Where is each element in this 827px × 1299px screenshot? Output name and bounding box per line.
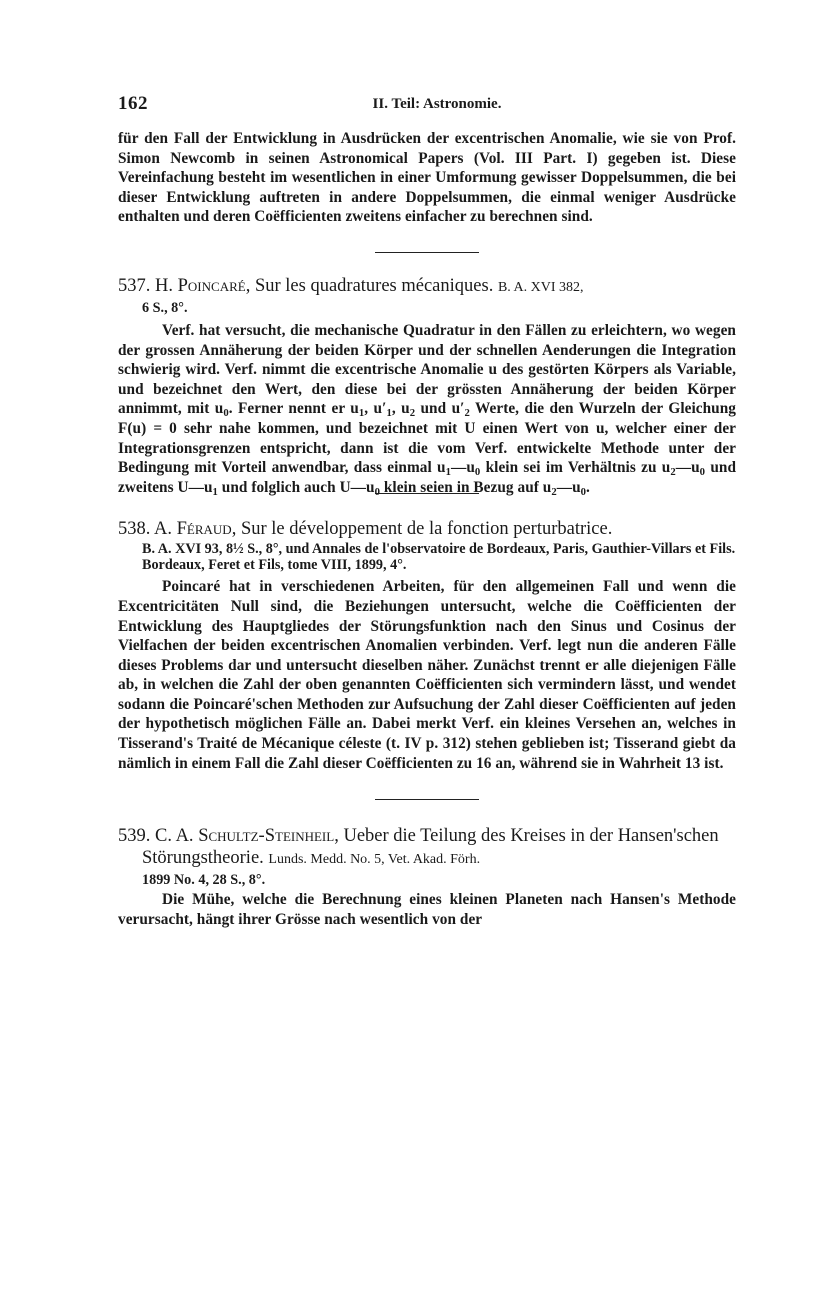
author-initial: A. [153, 519, 172, 540]
entry-number: 539. [118, 826, 151, 847]
entry-title: Sur les quadratures mécaniques. [254, 275, 494, 296]
citation: B. A. XVI 93, 8½ S., 8°, und Annales de l'observatoire de Bordeaux, Paris, Gauthier-Villars et Fils. Bordeaux, Feret et Fils, tome VIII, 1899, 4°. [142, 541, 736, 574]
running-title: II. Teil: Astronomie. [372, 96, 502, 112]
citation-continued: 1899 No. 4, 28 S., 8°. [142, 872, 266, 889]
author-initial: C. A. [155, 826, 194, 847]
entry-title: Sur le développement de la fonction perturbatrice. [240, 519, 613, 540]
author-name: Schultz-Steinheil [198, 826, 335, 847]
entry-538-heading: 538. A. Féraud, Sur le développement de la fonction perturbatrice. [118, 519, 613, 540]
section-divider [375, 799, 479, 800]
document-page [118, 93, 736, 929]
entry-number: 538. [118, 519, 151, 540]
citation: Lunds. Medd. No. 5, Vet. Akad. Förh. [268, 852, 481, 868]
entry-number: 537. [118, 275, 151, 296]
entry-539-abstract: Die Mühe, welche die Berechnung eines kleinen Planeten nach Hansen's Methode verursacht, hängt ihrer Grösse nach wesentlich von der [118, 891, 736, 928]
entry-537-abstract: Verf. hat versucht, die mechanische Quadratur in den Fällen zu erleichtern, wo wegen der grossen Annäherung der beiden Körper und der schnellen Aenderungen die Integration schwierig wird. Verf. nimmt die excentrische Anomalie u des gestörten Körpers als Variable, und bezeichnet den Wert, den diese bei der grössten Annäherung der beiden Körper annimmt, mit $u_0$. Ferner nennt er $u_1$, $u'_1$, $u_2$ und $u'_2$ Werte, die den Wurzeln der Gleichung F(u) = 0 sehr nahe kommen, und bezeichnet mit U einen Wert von u, welcher einer der Integrationsgrenzen entspricht, dann ist die vom Verf. entwickelte Methode unter der Bedingung mit Vorteil anwendbar, dass einmal $u_1—u_0$ klein sei im Verhältnis zu $u_2—u_0$ und zweitens $U—u_1$ und folglich auch $U—u_0$ klein seien in Bezug auf $u_2—u_0$. [118, 321, 737, 498]
citation: B. A. XVI 382, [497, 279, 584, 295]
citation-continued: 6 S., 8°. [142, 299, 188, 316]
entry-538-abstract: Poincaré hat in verschiedenen Arbeiten, für den allgemeinen Fall und wenn die Excentricitäten Null sind, die Beziehungen untersucht, welche die Coëfficienten der Entwicklung des Hauptgliedes der Störungsfunktion nach den Sinus und Cosinus der Vielfachen der beiden excentrischen Anomalien verbinden. Verf. legt nun die anderen Fälle dieses Problems dar und untersucht dieselben näher. Zunächst trennt er alle diejenigen Fälle ab, in welchen die Zahl der oben genannten Coëfficienten sich vermindern lässt, und wendet sodann die Poincaré'schen Methoden zur Aufsuchung der Zahl dieser Coëfficienten auf jeden der hypothetisch möglichen Fälle an. Dabei merkt Verf. ein kleines Versehen an, welches in Tisserand's Traité de Mécanique céleste (t. IV p. 312) stehen geblieben ist; Tisserand giebt da nämlich in einem Fall die Zahl dieser Coëfficienten zu 16 an, während sie in Wahrheit 13 ist. [118, 578, 736, 772]
entry-title: Ueber die Teilung des Kreises in der Hansen'schen Störungstheorie. [142, 826, 719, 869]
entry-538 [118, 518, 736, 773]
entry-537 [118, 275, 736, 497]
author-name: Poincaré [177, 275, 246, 296]
intro-paragraph: für den Fall der Entwicklung in Ausdrücken der excentrischen Anomalie, wie sie von Prof. Simon Newcomb in seinen Astronomical Papers (Vol. III Part. I) gegeben ist. Diese Vereinfachung besteht im wesentlichen in einer Umformung gewisser Doppelsummen, die bei dieser Entwicklung auftreten in andere Doppelsummen, die einmal weniger Ausdrücke enthalten und deren Coëfficienten zweitens einfacher zu berechnen sind. [118, 130, 736, 226]
entry-537-heading: 537. H. Poincaré, Sur les quadratures mécaniques. B. A. XVI 382, [118, 275, 584, 296]
section-divider [375, 252, 479, 253]
author-initial: H. [155, 275, 173, 296]
page-number: 162 [118, 93, 148, 114]
entry-539 [118, 825, 736, 929]
entry-539-heading: 539. C. A. Schultz-Steinheil, Ueber die Teilung des Kreises in der Hansen'schen Störungstheorie. Lunds. Medd. No. 5, Vet. Akad. Förh. [118, 826, 719, 869]
author-name: Féraud [176, 519, 232, 540]
page-header [118, 93, 736, 123]
